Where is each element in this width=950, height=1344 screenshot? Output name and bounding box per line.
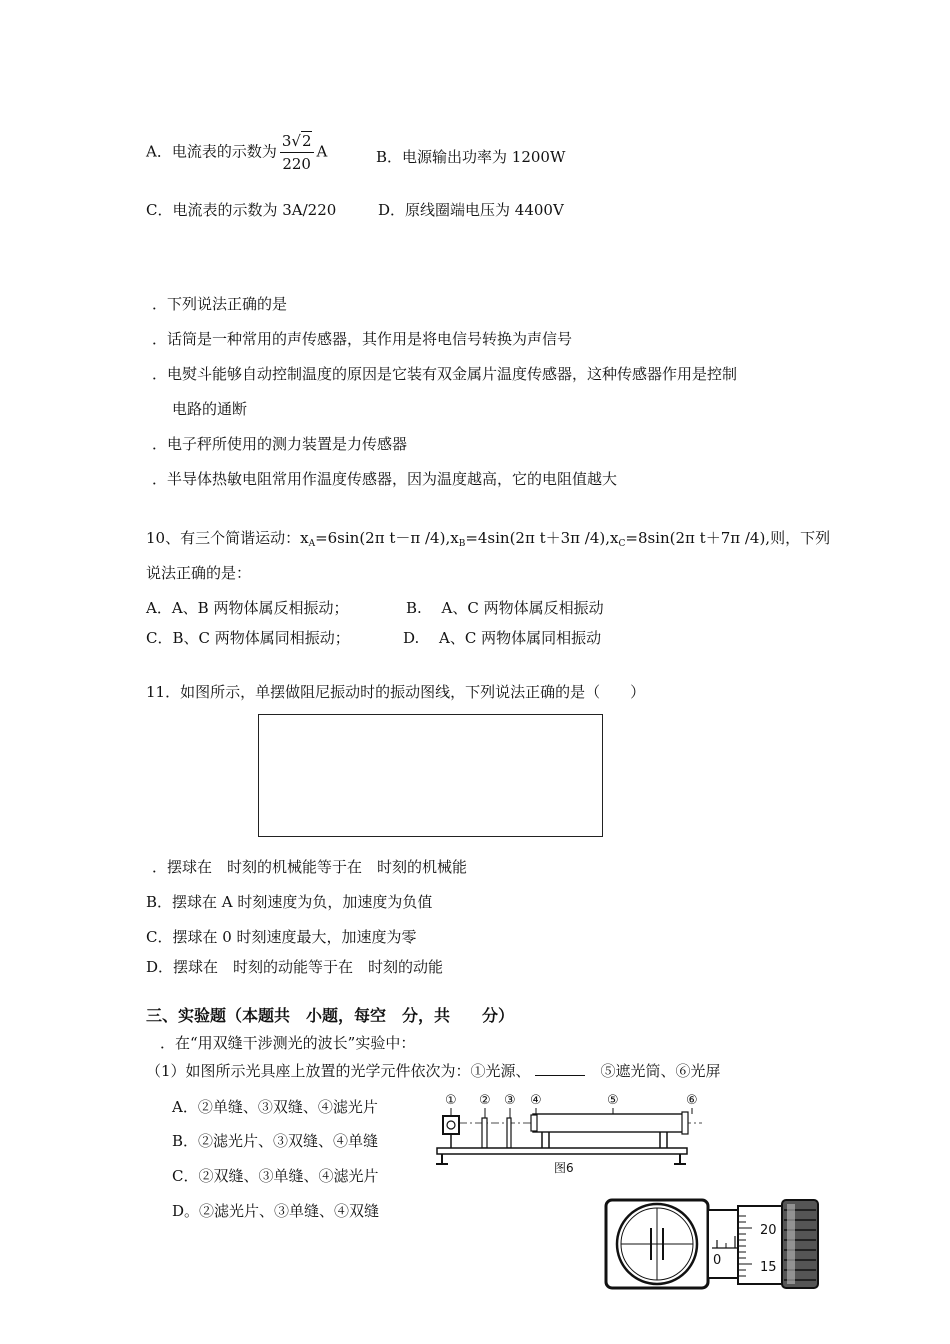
main-scale-zero: 0: [713, 1253, 722, 1268]
experiment-stem: ．在“用双缝干涉测光的波长”实验中：: [160, 1034, 416, 1052]
numerator-coeff: 3: [281, 132, 292, 150]
stem-part: 10、有三个简谐运动：x: [146, 529, 309, 547]
section-heading: 三、实验题（本题共 小题，每空 分，共 分）: [146, 1006, 515, 1025]
experiment-option-d: D。②滤光片、③单缝、④双缝: [172, 1202, 380, 1220]
light-tube: [533, 1114, 685, 1132]
micrometer-figure: [604, 1196, 826, 1292]
component-3: [507, 1118, 511, 1148]
bulb-icon: [447, 1121, 455, 1129]
option-text: A．电流表的示数为: [146, 142, 277, 161]
q11-option-a: ．摆球在 时刻的机械能等于在 时刻的机械能: [152, 858, 468, 876]
optical-bench-figure: [434, 1088, 714, 1178]
label-1: ①: [445, 1093, 457, 1108]
q8-option-a: [146, 133, 327, 172]
rail: [437, 1148, 687, 1154]
q8-option-d: D．原线圈端电压为 4400V: [378, 201, 564, 219]
label-5: ⑤: [607, 1093, 619, 1108]
q10-option-b: B. A、C 两物体属反相振动: [406, 599, 604, 617]
fraction: $\frac{3√2}{220}$: [281, 132, 312, 173]
subscript: C: [618, 539, 626, 549]
q8-option-c: C．电流表的示数为 3A/220: [146, 201, 337, 219]
label-6: ⑥: [686, 1093, 698, 1108]
experiment-option-a: A．②单缝、③双缝、④滤光片: [172, 1098, 378, 1116]
subscript: B: [458, 539, 466, 549]
q11-option-c: C．摆球在 0 时刻速度最大，加速度为零: [146, 928, 417, 946]
component-4: [531, 1115, 537, 1131]
stem-part: =8sin(2π t＋7π /4),则，下列: [625, 529, 831, 547]
label-2: ②: [479, 1093, 491, 1108]
figure-caption: 图6: [554, 1161, 574, 1175]
thimble-label-top: 20: [760, 1223, 777, 1238]
experiment-option-b: B．②滤光片、③双缝、④单缝: [172, 1132, 379, 1150]
q10-stem: [146, 527, 830, 549]
oscillation-figure-placeholder: [258, 714, 603, 837]
q10-option-a: A．A、B 两物体属反相振动；: [146, 599, 349, 617]
stem-part: =4sin(2π t＋3π /4),x: [465, 529, 619, 547]
q9-stem: ．下列说法正确的是: [152, 295, 288, 313]
q11-option-d: D．摆球在 时刻的动能等于在 时刻的动能: [146, 958, 444, 976]
unit: A: [316, 142, 328, 161]
experiment-sub1: [146, 1060, 721, 1081]
q9-option-b: ．电熨斗能够自动控制温度的原因是它装有双金属片温度传感器，这种传感器作用是控制: [152, 365, 738, 383]
component-2: [482, 1118, 487, 1148]
q11-option-b: B．摆球在 A 时刻速度为负，加速度为负值: [146, 893, 433, 911]
q10-stem-cont: 说法正确的是：: [146, 564, 252, 582]
knob-highlight: [787, 1204, 795, 1284]
q10-option-c: C．B、C 两物体属同相振动；: [146, 629, 350, 647]
subscript: A: [308, 539, 316, 549]
stem-part: =6sin(2π t－π /4),x: [315, 529, 459, 547]
numerator-root: 2: [301, 132, 312, 150]
light-screen: [682, 1112, 688, 1134]
sub1-text: （1）如图所示光具座上放置的光学元件依次为：①光源、: [146, 1062, 531, 1080]
q8-option-b: B．电源输出功率为 1200W: [376, 148, 566, 166]
q10-option-d: D. A、C 两物体属同相振动: [403, 629, 602, 647]
q9-option-a: ．话筒是一种常用的声传感器，其作用是将电信号转换为声信号: [152, 330, 573, 348]
light-source: [443, 1116, 459, 1134]
experiment-option-c: C．②双缝、③单缝、④滤光片: [172, 1167, 379, 1185]
label-4: ④: [530, 1093, 542, 1108]
denominator: 220: [282, 154, 311, 173]
sub1-text-after: ⑤遮光筒、⑥光屏: [600, 1062, 721, 1080]
label-3: ③: [504, 1093, 516, 1108]
q11-stem: 11．如图所示，单摆做阻尼振动时的振动图线，下列说法正确的是（ ）: [146, 683, 646, 701]
q9-option-d: ．半导体热敏电阻常用作温度传感器，因为温度越高，它的电阻值越大: [152, 470, 618, 488]
q9-option-b-cont: 电路的通断: [172, 400, 248, 418]
answer-blank: [535, 1061, 585, 1076]
q9-option-c: ．电子秤所使用的测力装置是力传感器: [152, 435, 408, 453]
thimble-label-bottom: 15: [760, 1260, 777, 1275]
